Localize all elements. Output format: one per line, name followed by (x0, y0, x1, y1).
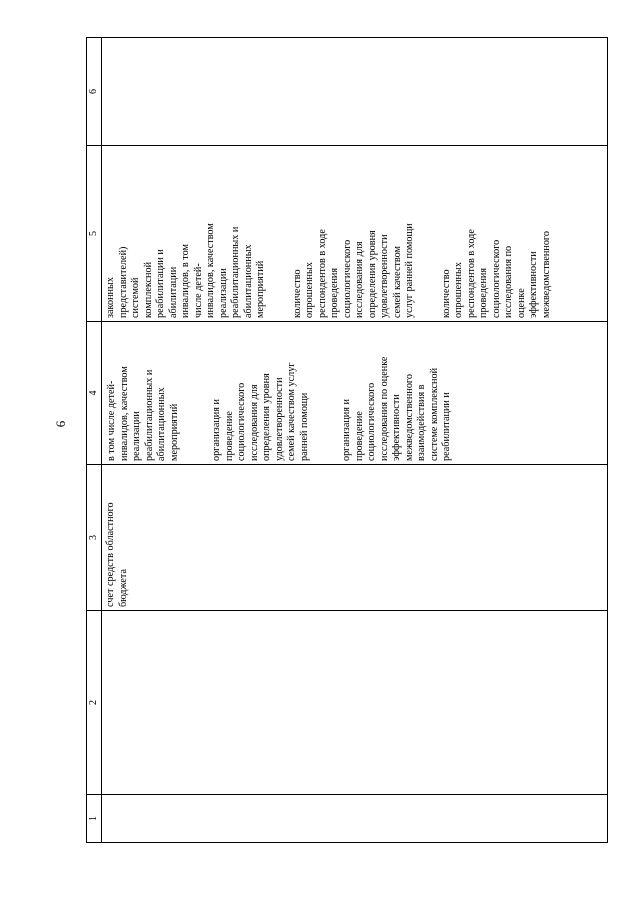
indicator-1: законных представителей) системой комплексной реабилитации и абилитации инвалидов, в том числе детей- инвалидов, качеством реализации реабилитационных и абилитационных мероприятий (105, 223, 266, 318)
rotated-table-container (86, 38, 608, 843)
data-table (86, 37, 608, 843)
cell-col-3 (102, 465, 608, 611)
column-header-6: 6 (87, 38, 102, 146)
column-header-3: 3 (87, 465, 102, 611)
activity-2: организация и проведение социологического исследования для определения уровня удовлетворенности семей качеством услуг ранней помощи (211, 362, 310, 461)
column-header-1: 1 (87, 795, 102, 843)
column-header-5: 5 (87, 146, 102, 322)
funding-source-text: счет средств областного бюджета (105, 502, 129, 607)
cell-col-5 (102, 146, 608, 322)
activity-3: организация и проведение социологического исследования по оценке эффективности межведомственного взаимодействия в системе комплексной реабилитации и (341, 356, 452, 461)
activity-1: в том числе детей- инвалидов, качеством реализации реабилитационных и абилитационных мероприятий (106, 366, 180, 461)
cell-col-6 (102, 38, 608, 146)
table-row (102, 38, 608, 843)
indicators-text (102, 146, 553, 321)
activities-text (102, 322, 454, 464)
indicator-3: количество опрошенных респондентов в ходе проведения социологического исследования по оценке эффективности межведомственного (440, 229, 552, 318)
column-header-4: 4 (87, 322, 102, 465)
indicator-2: количество опрошенных респондентов в ходе проведения социологического исследования для определения уровня удовлетворенности семей качеством услуг ранней помощи (291, 223, 415, 318)
cell-col-2 (102, 611, 608, 795)
cell-col-4 (102, 322, 608, 465)
header-row (87, 38, 102, 843)
cell-col-1 (102, 795, 608, 843)
column-header-2: 2 (87, 611, 102, 795)
page-number: 6 (53, 420, 68, 428)
